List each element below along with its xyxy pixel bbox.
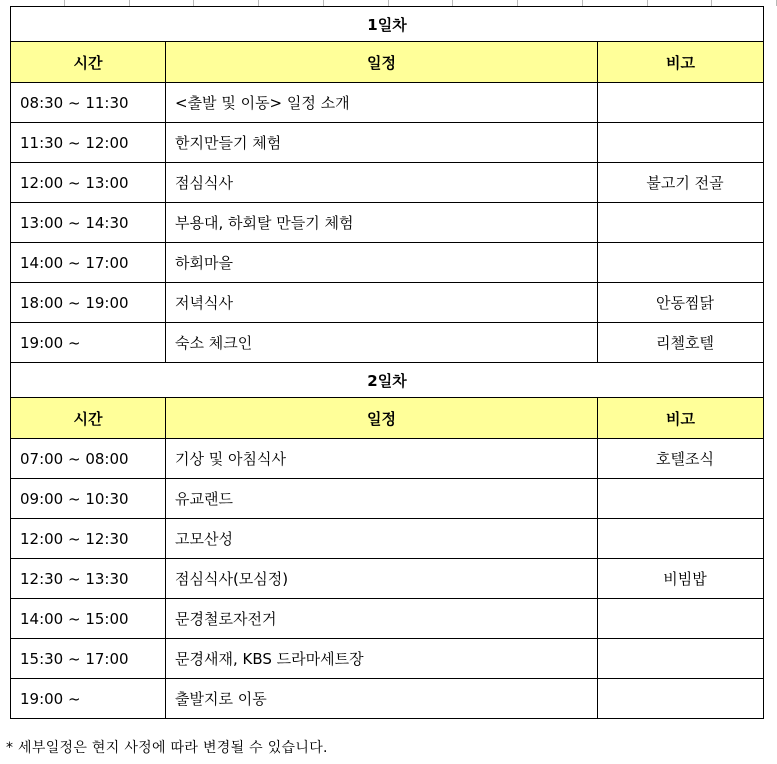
header-time: 시간 xyxy=(11,42,166,83)
table-row xyxy=(11,559,764,599)
header-row xyxy=(11,398,764,439)
schedule-cell: 출발지로 이동 xyxy=(166,679,598,719)
schedule-table xyxy=(10,6,764,719)
schedule-cell: 부용대, 하회탈 만들기 체험 xyxy=(166,203,598,243)
time-cell: 12:00 ~ 13:00 xyxy=(11,163,166,203)
table-row xyxy=(11,283,764,323)
day-title: 2일차 xyxy=(11,363,764,398)
time-cell: 19:00 ~ xyxy=(11,679,166,719)
time-cell: 18:00 ~ 19:00 xyxy=(11,283,166,323)
note-cell xyxy=(598,123,764,163)
table-row xyxy=(11,83,764,123)
time-cell: 09:00 ~ 10:30 xyxy=(11,479,166,519)
note-cell xyxy=(598,243,764,283)
header-schedule: 일정 xyxy=(166,42,598,83)
schedule-cell: 문경새재, KBS 드라마세트장 xyxy=(166,639,598,679)
table-row xyxy=(11,439,764,479)
schedule-cell: 숙소 체크인 xyxy=(166,323,598,363)
note-cell: 리첼호텔 xyxy=(598,323,764,363)
note-cell: 안동찜닭 xyxy=(598,283,764,323)
time-cell: 14:00 ~ 15:00 xyxy=(11,599,166,639)
time-cell: 11:30 ~ 12:00 xyxy=(11,123,166,163)
table-row xyxy=(11,519,764,559)
table-row xyxy=(11,679,764,719)
schedule-cell: 점심식사(모심정) xyxy=(166,559,598,599)
note-cell xyxy=(598,679,764,719)
note-cell xyxy=(598,599,764,639)
time-cell: 07:00 ~ 08:00 xyxy=(11,439,166,479)
footnote: * 세부일정은 현지 사정에 따라 변경될 수 있습니다. xyxy=(6,740,328,756)
table-row xyxy=(11,639,764,679)
time-cell: 13:00 ~ 14:30 xyxy=(11,203,166,243)
schedule-cell: 저녁식사 xyxy=(166,283,598,323)
schedule-cell: 문경철로자전거 xyxy=(166,599,598,639)
time-cell: 12:00 ~ 12:30 xyxy=(11,519,166,559)
header-time: 시간 xyxy=(11,398,166,439)
schedule-cell: 유교랜드 xyxy=(166,479,598,519)
schedule-cell: 하회마을 xyxy=(166,243,598,283)
header-row xyxy=(11,42,764,83)
schedule-cell: 점심식사 xyxy=(166,163,598,203)
table-row xyxy=(11,243,764,283)
day-title: 1일차 xyxy=(11,7,764,42)
time-cell: 12:30 ~ 13:30 xyxy=(11,559,166,599)
table-row xyxy=(11,123,764,163)
note-cell: 비빔밥 xyxy=(598,559,764,599)
schedule-cell: 한지만들기 체험 xyxy=(166,123,598,163)
time-cell: 19:00 ~ xyxy=(11,323,166,363)
note-cell: 불고기 전골 xyxy=(598,163,764,203)
time-cell: 08:30 ~ 11:30 xyxy=(11,83,166,123)
time-cell: 15:30 ~ 17:00 xyxy=(11,639,166,679)
header-note: 비고 xyxy=(598,398,764,439)
note-cell xyxy=(598,519,764,559)
day-title-row xyxy=(11,363,764,398)
day-title-row xyxy=(11,7,764,42)
schedule-cell: 기상 및 아침식사 xyxy=(166,439,598,479)
table-row xyxy=(11,479,764,519)
note-cell xyxy=(598,83,764,123)
schedule-cell: 고모산성 xyxy=(166,519,598,559)
note-cell xyxy=(598,639,764,679)
time-cell: 14:00 ~ 17:00 xyxy=(11,243,166,283)
table-row xyxy=(11,323,764,363)
header-schedule: 일정 xyxy=(166,398,598,439)
table-row xyxy=(11,203,764,243)
note-cell xyxy=(598,479,764,519)
schedule-cell: <출발 및 이동> 일정 소개 xyxy=(166,83,598,123)
table-row xyxy=(11,599,764,639)
header-note: 비고 xyxy=(598,42,764,83)
note-cell: 호텔조식 xyxy=(598,439,764,479)
note-cell xyxy=(598,203,764,243)
table-row xyxy=(11,163,764,203)
